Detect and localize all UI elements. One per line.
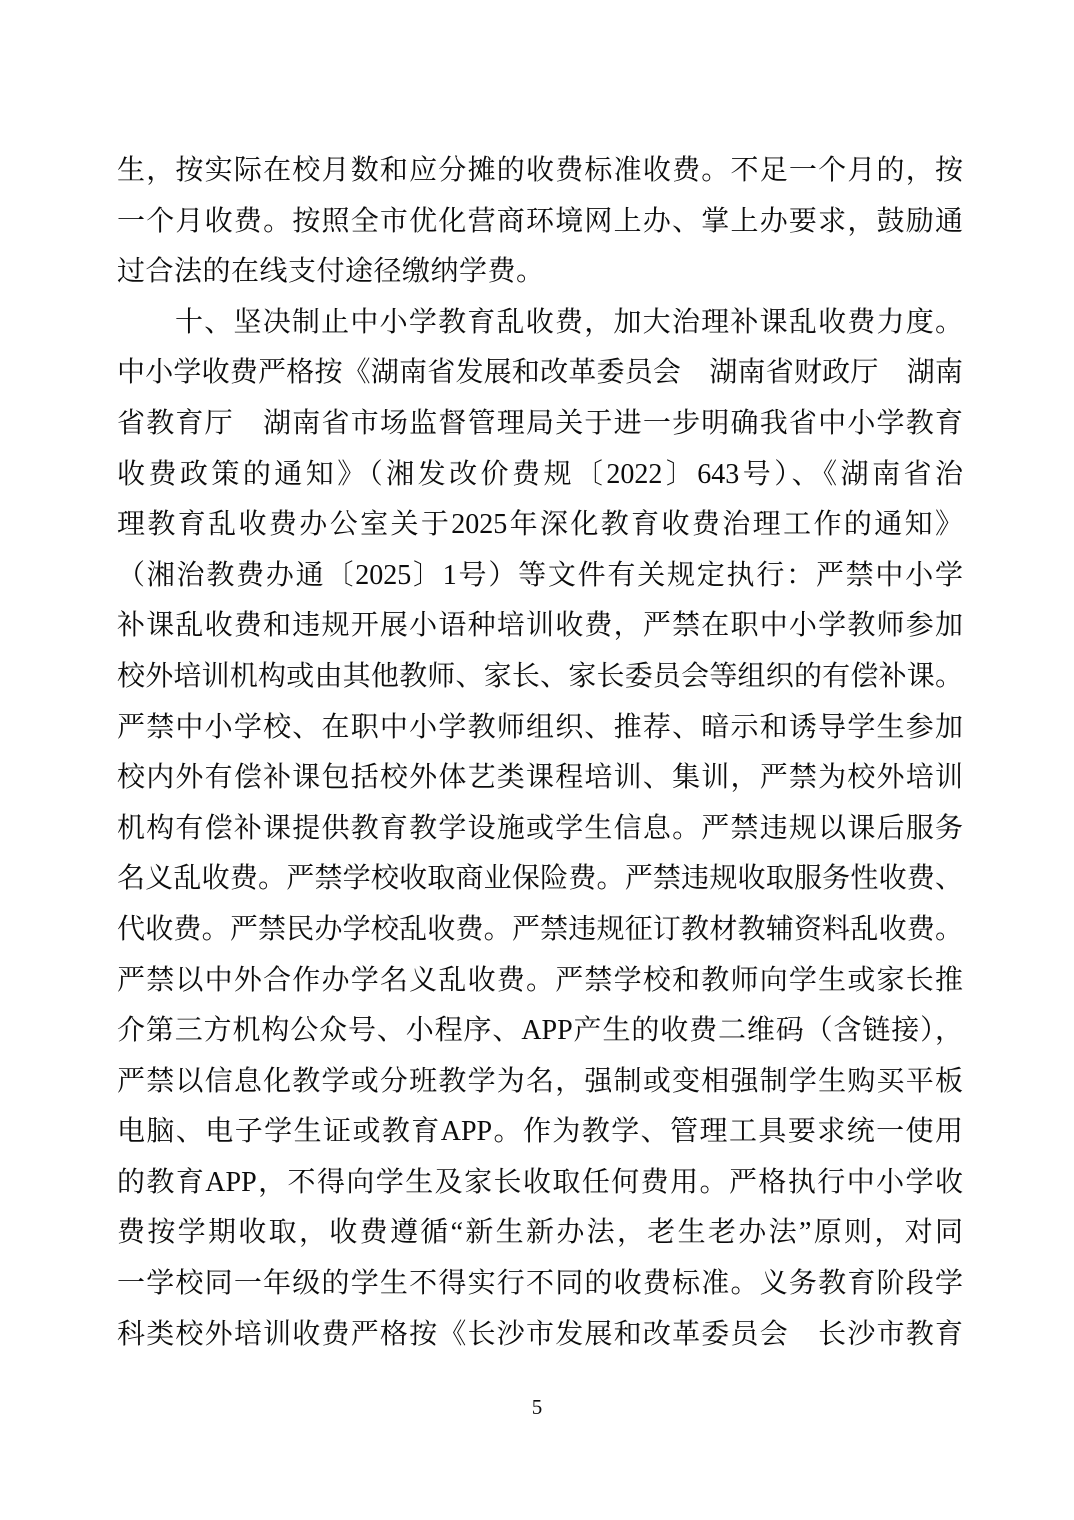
text-line: 收费政策的通知》（湘发改价费规〔2022〕643号）、《湖南省治 xyxy=(117,458,963,490)
text-line: 生，按实际在校月数和应分摊的收费标准收费。不足一个月的，按 xyxy=(117,155,963,186)
page-number: 5 xyxy=(531,1395,543,1419)
text-line: 十、坚决制止中小学教育乱收费，加大治理补课乱收费力度。 xyxy=(175,306,963,338)
text-line: 过合法的在线支付途径缴纳学费。 xyxy=(117,256,545,288)
text-line: 一学校同一年级的学生不得实行不同的收费标准。义务教育阶段学 xyxy=(117,1268,963,1300)
text-line: 中小学收费严格按《湖南省发展和改革委员会 湖南省财政厅 湖南 xyxy=(117,357,963,389)
text-line: 费按学期收取，收费遵循“新生新办法，老生老办法”原则，对同 xyxy=(117,1217,963,1249)
text-line: 严禁中小学校、在职中小学教师组织、推荐、暗示和诱导学生参加 xyxy=(117,711,963,743)
text-line: 科类校外培训收费严格按《长沙市发展和改革委员会 长沙市教育 xyxy=(117,1318,963,1350)
text-line: 补课乱收费和违规开展小语种培训收费，严禁在职中小学教师参加 xyxy=(117,610,963,642)
text-line: 严禁以中外合作办学名义乱收费。严禁学校和教师向学生或家长推 xyxy=(117,964,963,996)
text-line: 省教育厅 湖南省市场监督管理局关于进一步明确我省中小学教育 xyxy=(117,407,963,439)
text-line: 一个月收费。按照全市优化营商环境网上办、掌上办要求，鼓励通 xyxy=(117,205,963,237)
text-line: 电脑、电子学生证或教育APP。作为教学、管理工具要求统一使用 xyxy=(117,1116,963,1148)
text-line: 代收费。严禁民办学校乱收费。严禁违规征订教材教辅资料乱收费。 xyxy=(117,913,963,945)
text-line: 理教育乱收费办公室关于2025年深化教育收费治理工作的通知》 xyxy=(117,509,963,541)
text-line: 校外培训机构或由其他教师、家长、家长委员会等组织的有偿补课。 xyxy=(117,660,963,692)
text-line: 校内外有偿补课包括校外体艺类课程培训、集训，严禁为校外培训 xyxy=(117,762,963,794)
text-line: 严禁以信息化教学或分班教学为名，强制或变相强制学生购买平板 xyxy=(117,1065,963,1097)
text-line: 的教育APP，不得向学生及家长收取任何费用。严格执行中小学收 xyxy=(117,1166,963,1198)
text-line: （湘治教费办通〔2025〕1号）等文件有关规定执行：严禁中小学 xyxy=(117,559,963,591)
text-line: 名义乱收费。严禁学校收取商业保险费。严禁违规收取服务性收费、 xyxy=(117,863,963,895)
text-line: 介第三方机构公众号、小程序、APP产生的收费二维码（含链接）， xyxy=(117,1015,963,1047)
document-body xyxy=(117,146,963,1360)
text-line: 机构有偿补课提供教育教学设施或学生信息。严禁违规以课后服务 xyxy=(117,812,963,844)
